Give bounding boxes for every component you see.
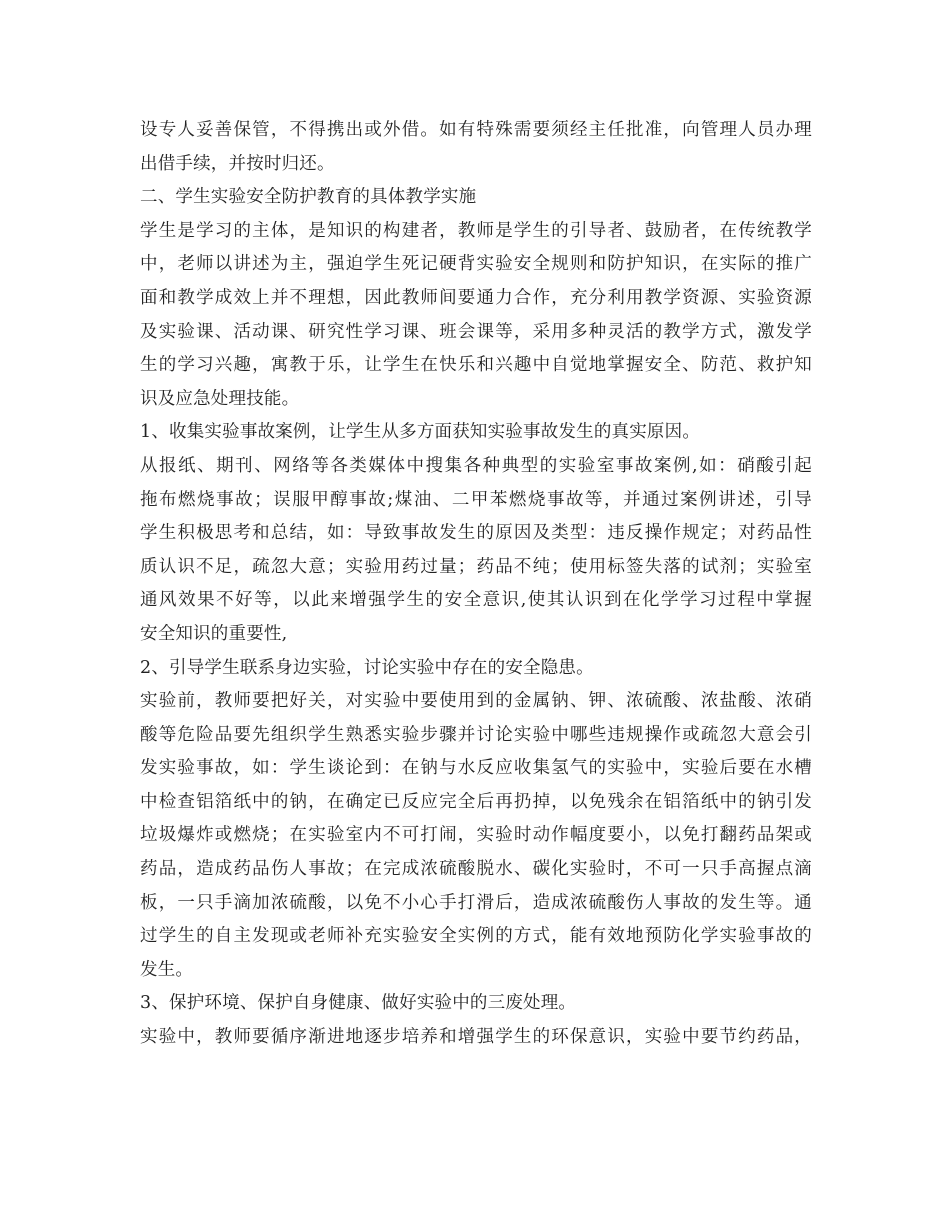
text-line: 发实验事故，如：学生谈论到：在钠与水反应收集氢气的实验中，实验后要在水槽 bbox=[140, 758, 812, 779]
text-line: 通风效果不好等，以此来增强学生的安全意识,使其认识到在化学学习过程中掌握 bbox=[140, 590, 812, 611]
text-line: 出借手续，并按时归还。 bbox=[140, 153, 335, 174]
text-line: 3、保护环境、保护自身健康、做好实验中的三废处理。 bbox=[140, 993, 577, 1014]
text-line: 板，一只手滴加浓硫酸，以免不小心手打滑后，造成浓硫酸伤人事故的发生等。通 bbox=[140, 892, 812, 913]
text-line: 质认识不足，疏忽大意；实验用药过量；药品不纯；使用标签失落的试剂；实验室 bbox=[140, 556, 812, 577]
text-line: 面和教学成效上并不理想，因此教师间要通力合作，充分利用教学资源、实验资源 bbox=[140, 287, 812, 308]
text-line: 1、收集实验事故案例，让学生从多方面获知实验事故发生的真实原因。 bbox=[140, 422, 701, 443]
text-line: 安全知识的重要性, bbox=[140, 623, 288, 644]
text-line: 实验中，教师要循序渐进地逐步培养和增强学生的环保意识，实验中要节约药品， bbox=[140, 1027, 812, 1048]
text-line: 过学生的自主发现或老师补充实验安全实例的方式，能有效地预防化学实验事故的 bbox=[140, 926, 812, 947]
document-page bbox=[140, 114, 812, 1055]
text-line: 拖布燃烧事故；误服甲醇事故;煤油、二甲苯燃烧事故等，并通过案例讲述，引导 bbox=[140, 489, 812, 510]
text-line: 酸等危险品要先组织学生熟悉实验步骤并讨论实验中哪些违规操作或疏忽大意会引 bbox=[140, 724, 812, 745]
text-line: 药品，造成药品伤人事故；在完成浓硫酸脱水、碳化实验时，不可一只手高握点滴 bbox=[140, 859, 812, 880]
text-line: 中，老师以讲述为主，强迫学生死记硬背实验安全规则和防护知识，在实际的推广 bbox=[140, 254, 812, 275]
text-line: 识及应急处理技能。 bbox=[140, 388, 300, 409]
text-line: 学生积极思考和总结，如：导致事故发生的原因及类型：违反操作规定；对药品性 bbox=[140, 523, 812, 544]
text-line: 从报纸、期刊、网络等各类媒体中搜集各种典型的实验室事故案例,如：硝酸引起 bbox=[140, 455, 812, 476]
text-line: 及实验课、活动课、研究性学习课、班会课等，采用多种灵活的教学方式，激发学 bbox=[140, 321, 812, 342]
text-line: 生的学习兴趣，寓教于乐，让学生在快乐和兴趣中自觉地掌握安全、防范、救护知 bbox=[140, 355, 812, 376]
text-line: 中检查铝箔纸中的钠，在确定已反应完全后再扔掉，以免残余在铝箔纸中的钠引发 bbox=[140, 791, 812, 812]
text-line: 实验前，教师要把好关，对实验中要使用到的金属钠、钾、浓硫酸、浓盐酸、浓硝 bbox=[140, 691, 812, 712]
text-line: 设专人妥善保管，不得携出或外借。如有特殊需要须经主任批准，向管理人员办理 bbox=[140, 120, 812, 140]
text-line: 学生是学习的主体，是知识的构建者，教师是学生的引导者、鼓励者，在传统教学 bbox=[140, 220, 812, 241]
text-line: 垃圾爆炸或燃烧；在实验室内不可打闹，实验时动作幅度要小，以免打翻药品架或 bbox=[140, 825, 812, 846]
text-line: 二、学生实验安全防护教育的具体教学实施 bbox=[140, 187, 477, 208]
text-line: 发生。 bbox=[140, 959, 194, 980]
text-line: 2、引导学生联系身边实验，讨论实验中存在的安全隐患。 bbox=[140, 657, 594, 678]
